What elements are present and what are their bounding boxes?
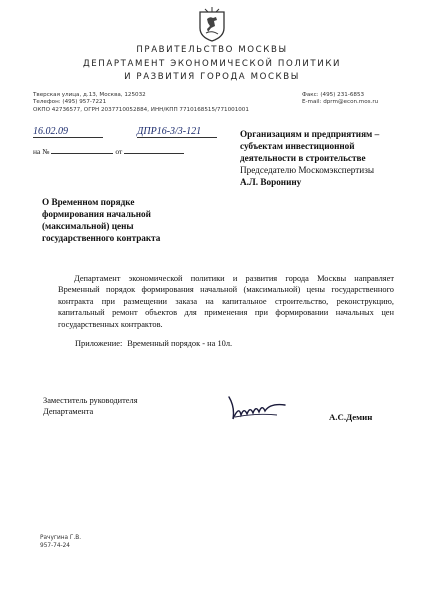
reply-from-label: от [115,147,123,156]
fax-text: Факс: (495) 231-6853 [302,92,365,98]
signer-title-line: Заместитель руководителя [43,396,138,405]
subject-line: О Временном порядке [42,197,135,207]
email-text: E-mail: dprm@econ.mos.ru [302,99,379,106]
registration-codes: ОКПО 42736577, ОГРН 2037710052884, ИНН/КПП 7710168515/771001001 [33,106,249,113]
addressee-line: Председателю Москомэкспертизы [240,165,374,175]
moscow-coat-of-arms-icon [197,6,227,42]
phone-text: Телефон: (495) 957-7221 [33,99,107,106]
letter-date: 16.02.09 [33,126,103,138]
reply-number-blank [51,153,113,154]
addressee-name: А.Л. Воронину [240,177,302,187]
signer-name: А.С.Демин [329,412,373,422]
addressee-line: Организациям и предприятиям – [240,129,380,139]
executor-block [40,534,81,550]
addressee-line: субъектам инвестиционной [240,141,355,151]
contacts-left [33,92,249,114]
subject-line: государственного контракта [42,233,161,243]
signer-title [43,395,138,417]
signer-title-line: Департамента [43,407,94,416]
department-title-line2: И РАЗВИТИЯ ГОРОДА МОСКВЫ [124,72,300,82]
department-title-line1: ДЕПАРТАМЕНТ ЭКОНОМИЧЕСКОЙ ПОЛИТИКИ [82,59,342,69]
contacts-right [302,92,378,107]
attachment-line [75,339,232,348]
handwritten-signature [225,393,295,423]
letter-body: Департамент экономической политики и развития города Москвы направляет Временный порядок формирования начальной (максимальной) цены государственного контракта при размещении заказа на капитальное строительство, реконструкцию, капитальный ремонт объектов для применения при формировании начальных цен государственных контрактов. [58,274,394,329]
addressee-block [240,128,410,188]
address-text: Тверская улица, д.13, Москва, 125032 [33,92,146,98]
subject-line: (максимальной) цены [42,221,134,231]
letter-subject [42,196,202,244]
attachment-text: Временный порядок - на 10л. [127,339,233,348]
reply-number-label: на № [33,147,50,156]
reply-date-blank [124,153,184,154]
government-title: ПРАВИТЕЛЬСТВО МОСКВЫ [136,45,288,55]
attachment-label: Приложение: [75,339,123,348]
executor-name: Рачугина Г.В. [40,535,82,541]
executor-phone: 957-74-24 [40,543,71,549]
addressee-line: деятельности в строительстве [240,153,366,163]
reply-reference-line [33,147,184,156]
subject-line: формирования начальной [42,209,151,219]
letter-number: ДПР16-3/3-121 [137,126,217,138]
